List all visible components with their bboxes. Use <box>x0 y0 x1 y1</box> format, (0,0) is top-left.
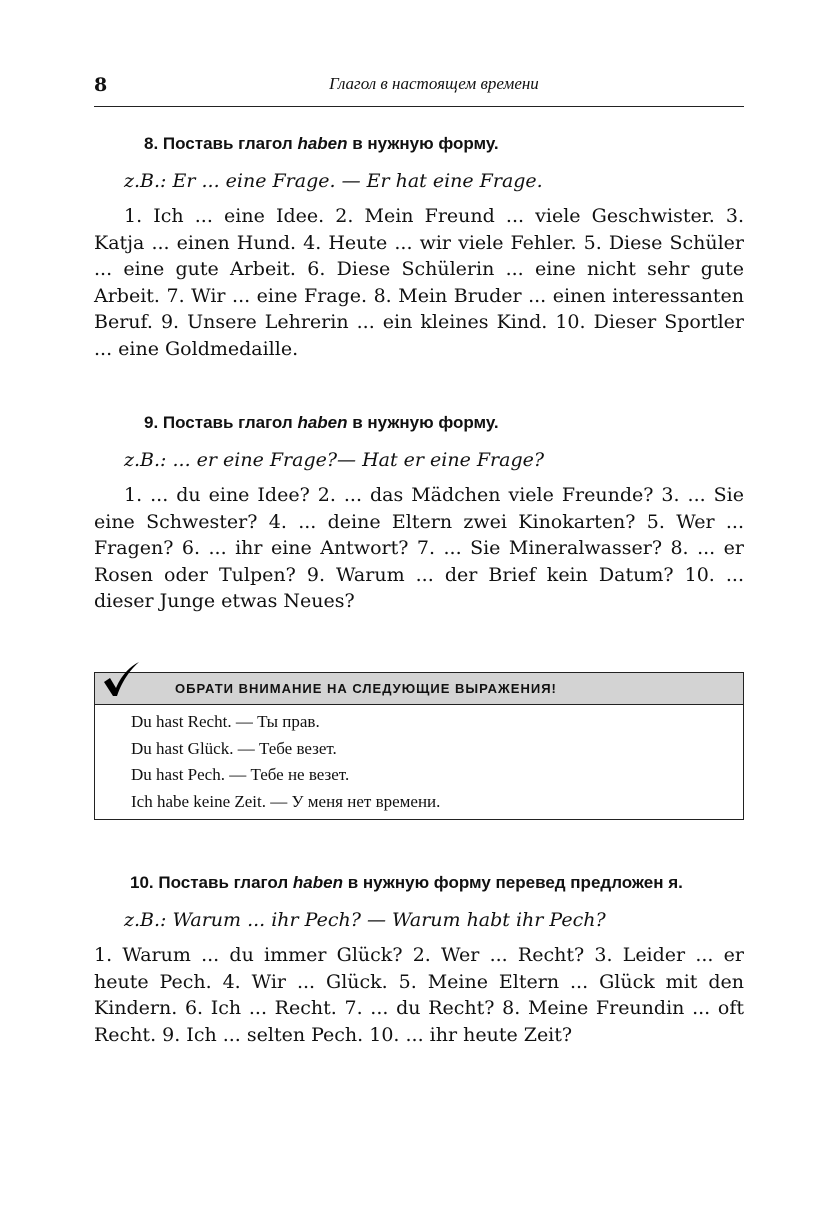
note-body <box>95 705 743 815</box>
checkmark-icon <box>101 661 141 699</box>
note-line: Du hast Pech. — Тебе не везет. <box>131 765 350 785</box>
task-prefix: Поставь глагол <box>162 413 293 432</box>
exercise-9-example: z.B.: ... er eine Frage?— Hat er eine Frage? <box>124 449 545 471</box>
exercise-number: 8. <box>144 134 159 153</box>
note-line: Du hast Glück. — Тебе везет. <box>131 738 337 758</box>
task-verb: haben <box>297 413 348 432</box>
running-title: Глагол в настоящем времени <box>329 74 539 93</box>
note-title: ОБРАТИ ВНИМАНИЕ НА СЛЕДУЮЩИЕ ВЫРАЖЕНИЯ! <box>175 681 557 696</box>
task-suffix: в нужную форму перевед предложен я. <box>347 873 683 892</box>
exercise-10-task <box>94 869 744 896</box>
exercise-9 <box>94 409 744 615</box>
exercise-8-example: z.B.: Er ... eine Frage. — Er hat eine Frage. <box>124 170 543 192</box>
note-line: Du hast Recht. — Ты прав. <box>131 712 320 731</box>
task-prefix: Поставь глагол <box>162 134 293 153</box>
exercise-10 <box>94 869 744 1048</box>
page-number: 8 <box>94 74 108 96</box>
exercise-8 <box>94 130 744 363</box>
exercise-10-text: 1. Warum ... du immer Glück? 2. Wer ... Recht? 3. Leider ... er heute Pech. 4. Wir ... Glück. 5. Meine Eltern ... Glück mit den Kindern. 6. Ich ... Recht. 7. ... du Recht? 8. Meine Freundin ... oft Recht. 9. Ich ... selten Pech. 10. ... ihr heute Zeit? <box>94 944 744 1046</box>
task-suffix: в нужную форму. <box>352 413 499 432</box>
task-verb: haben <box>292 873 343 892</box>
exercise-number: 9. <box>144 413 159 432</box>
exercise-9-text: 1. ... du eine Idee? 2. ... das Mädchen viele Freunde? 3. ... Sie eine Schwester? 4. ... deine Eltern zwei Kinokarten? 5. Wer ... Fragen? 6. ... ihr eine Antwort? 7. ... Sie Mineralwasser? 8. ... er Rosen oder Tulpen? 9. Warum ... der Brief kein Datum? 10. ... dieser Junge etwas Neues? <box>94 484 744 613</box>
note-box <box>94 672 744 820</box>
task-suffix: в нужную форму. <box>352 134 499 153</box>
exercise-10-example: z.B.: Warum ... ihr Pech? — Warum habt ihr Pech? <box>124 909 606 931</box>
exercise-number: 10. <box>130 873 154 892</box>
task-prefix: Поставь глагол <box>158 873 289 892</box>
note-line: Ich habe keine Zeit. — У меня нет времени. <box>131 791 441 811</box>
page-header <box>94 72 744 107</box>
task-verb: haben <box>297 134 348 153</box>
exercise-8-text: 1. Ich ... eine Idee. 2. Mein Freund ... viele Geschwister. 3. Katja ... einen Hund. 4. Heute ... wir viele Fehler. 5. Diese Schüler ... eine gute Arbeit. 6. Diese Schülerin ... eine nicht sehr gute Arbeit. 7. Wir ... eine Frage. 8. Mein Bruder ... einen interessanten Beruf. 9. Unsere Lehrerin ... ein kleines Kind. 10. Dieser Sportler ... eine Goldmedaille. <box>94 205 744 360</box>
exercise-8-task <box>94 130 744 157</box>
note-header <box>95 673 743 705</box>
exercise-9-task <box>94 409 744 436</box>
